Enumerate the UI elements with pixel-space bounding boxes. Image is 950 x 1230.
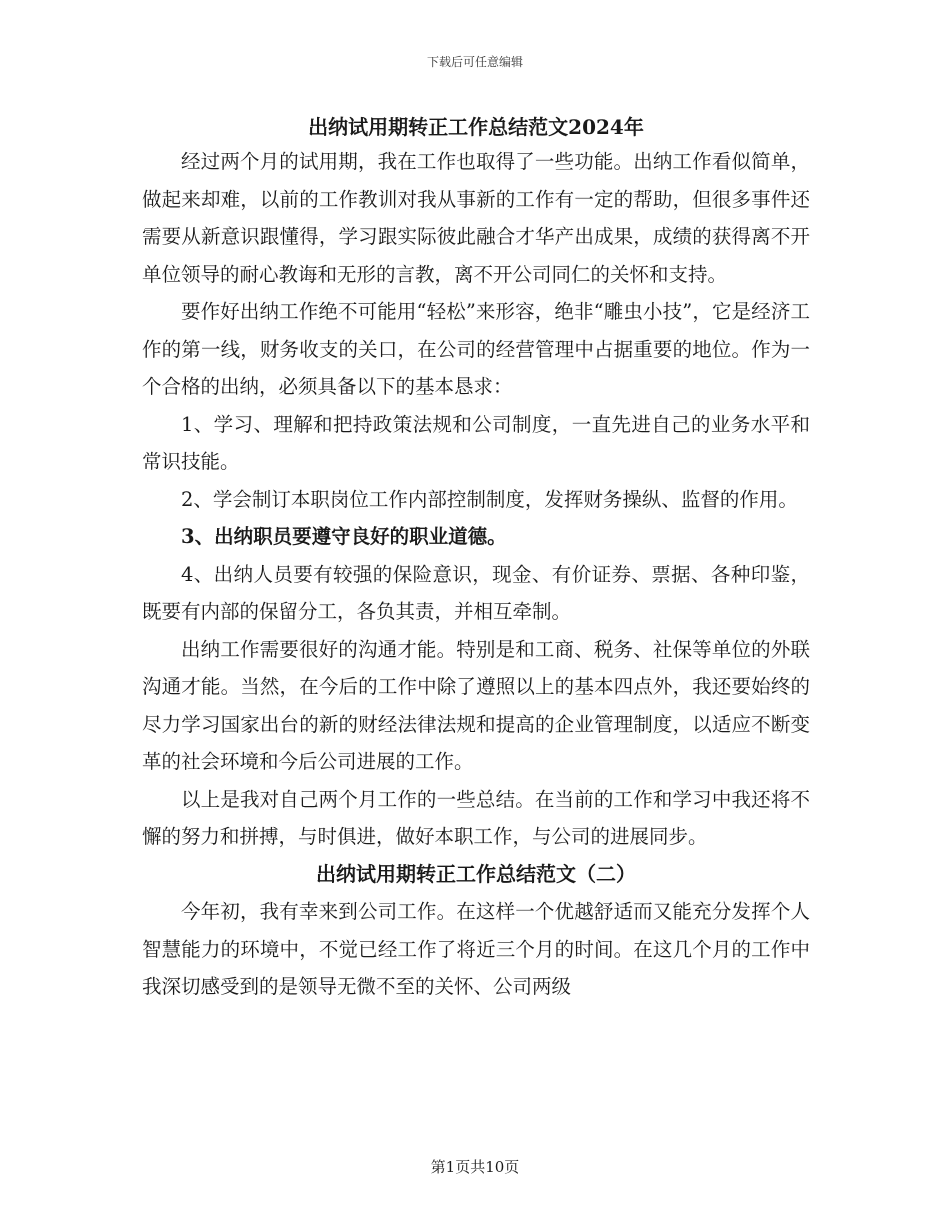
document-body [142, 112, 810, 1006]
list-item-4: 4、出纳人员要有较强的保险意识，现金、有价证券、票据、各种印鉴，既要有内部的保留分工，各负其责，并相互牵制。 [142, 562, 810, 623]
list-item-3: 3、出纳职员要遵守良好的职业道德。 [181, 525, 507, 548]
paragraph-intro: 经过两个月的试用期，我在工作也取得了一些功能。出纳工作看似简单，做起来却难，以前的工作教训对我从事新的工作有一定的帮助，但很多事件还需要从新意识跟懂得，学习跟实际彼此融合才华产出成果，成绩的获得离不开单位领导的耐心教诲和无形的言教，离不开公司同仁的关怀和支持。 [142, 150, 810, 286]
list-item-2: 2、学会制订本职岗位工作内部控制制度，发挥财务操纵、监督的作用。 [181, 487, 798, 511]
section-subtitle: 出纳试用期转正工作总结范文（二） [316, 861, 636, 886]
paragraph-requirements: 要作好出纳工作绝不可能用“轻松”来形容，绝非“雕虫小技”，它是经济工作的第一线，财务收支的关口，在公司的经营管理中占据重要的地位。作为一个合格的出纳，必须具备以下的基本恳求： [142, 300, 810, 398]
document-title: 出纳试用期转正工作总结范文2024年 [308, 115, 644, 139]
page-number: 第1页共10页 [430, 1158, 520, 1176]
paragraph-communication: 出纳工作需要很好的沟通才能。特别是和工商、税务、社保等单位的外联沟通才能。当然，在今后的工作中除了遵照以上的基本四点外，我还要始终的尽力学习国家出台的新的财经法律法规和提高的企业管理制度，以适应不断变革的社会环境和今后公司进展的工作。 [142, 637, 810, 773]
paragraph-second-intro: 今年初，我有幸来到公司工作。在这样一个优越舒适而又能充分发挥个人智慧能力的环境中，不觉已经工作了将近三个月的时间。在这几个月的工作中我深切感受到的是领导无微不至的关怀、公司两级 [142, 900, 810, 998]
page-header-note: 下载后可任意编辑 [426, 55, 523, 69]
paragraph-summary: 以上是我对自己两个月工作的一些总结。在当前的工作和学习中我还将不懈的努力和拼搏，与时俱进，做好本职工作，与公司的进展同步。 [142, 787, 810, 848]
list-item-1: 1、学习、理解和把持政策法规和公司制度，一直先进自己的业务水平和常识技能。 [142, 412, 810, 473]
